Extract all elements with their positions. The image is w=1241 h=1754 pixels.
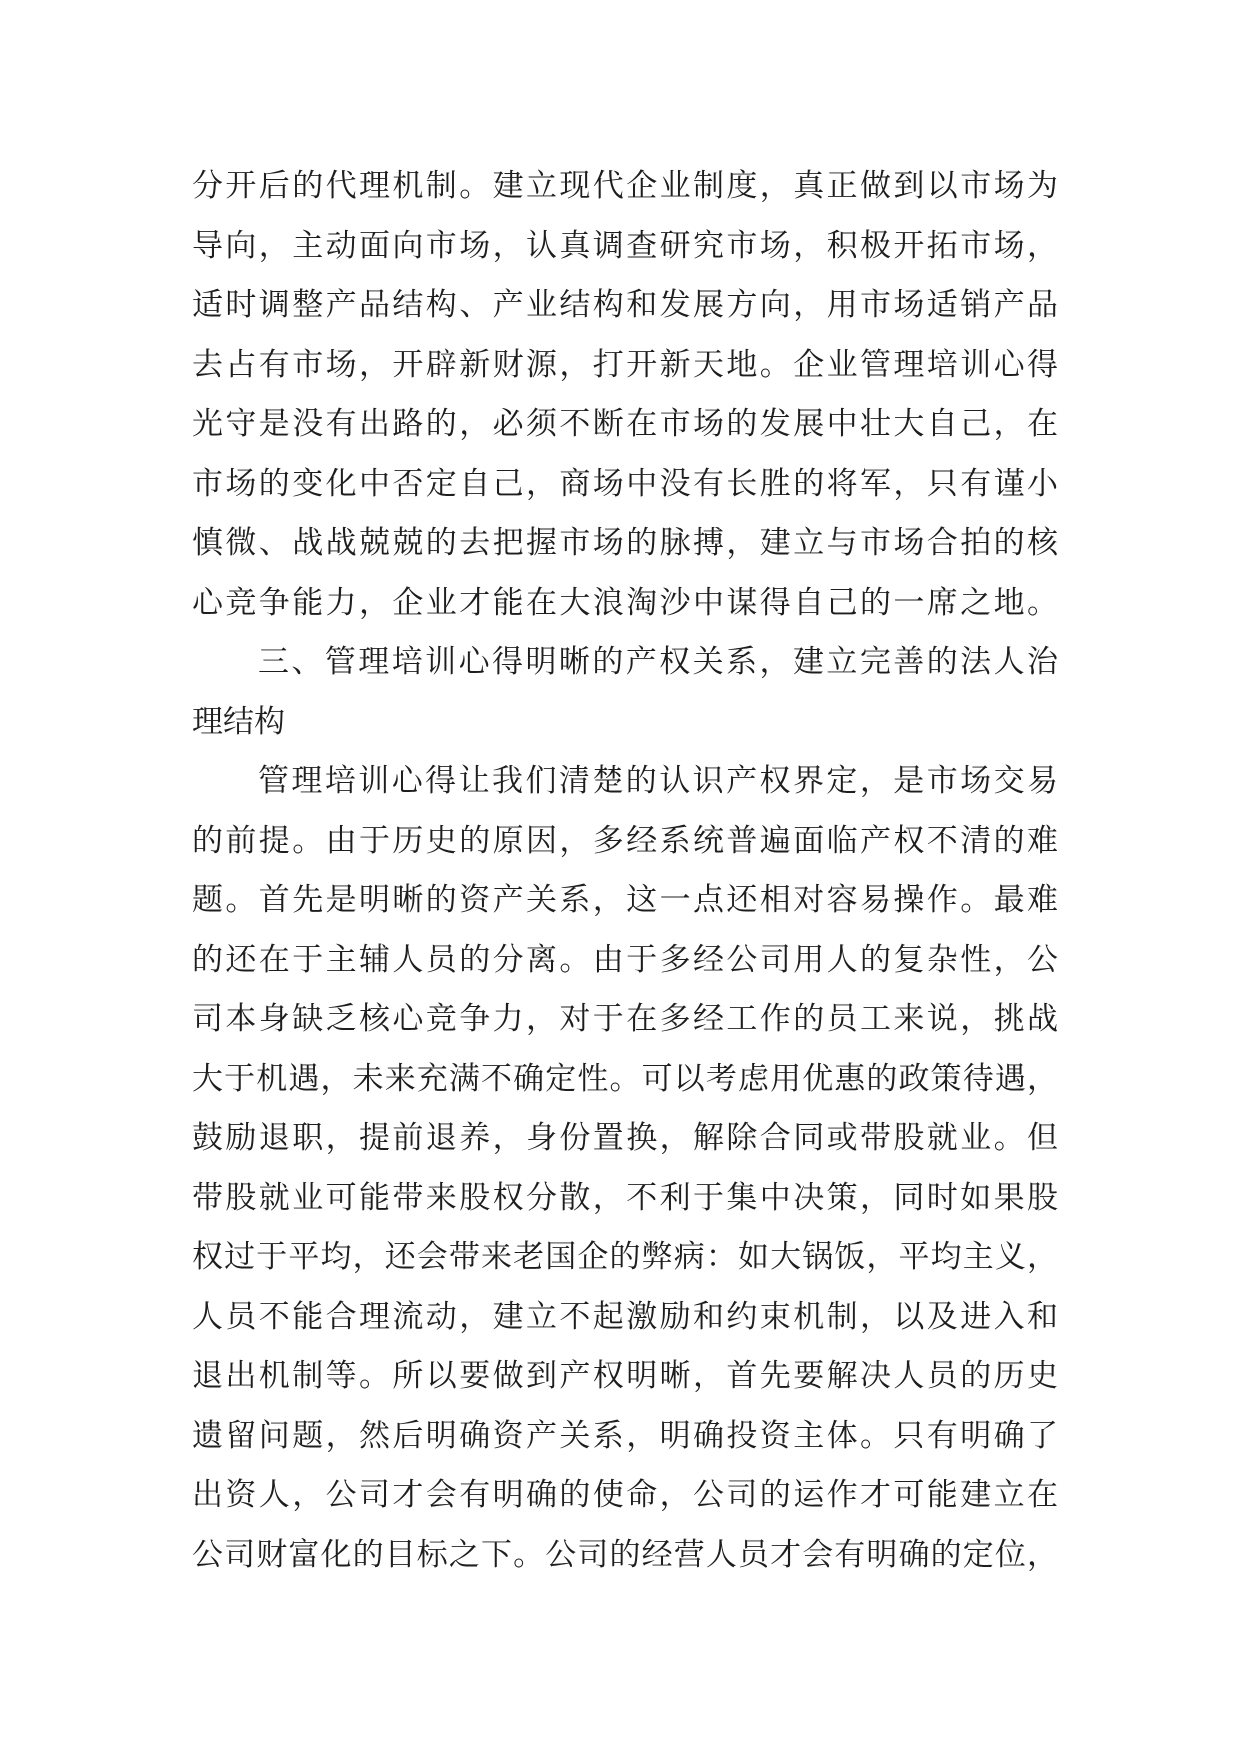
document-body xyxy=(192,156,1058,1584)
text-line: 适时调整产品结构、产业结构和发展方向，用市场适销产品 xyxy=(192,287,1058,322)
text-line: 遗留问题，然后明确资产关系，明确投资主体。只有明确了 xyxy=(192,1417,1058,1453)
section-heading xyxy=(192,632,1058,751)
text-line: 管理培训心得让我们清楚的认识产权界定，是市场交易 xyxy=(258,763,1058,798)
text-line: 导向，主动面向市场，认真调查研究市场，积极开拓市场， xyxy=(192,227,1058,263)
text-line: 公司财富化的目标之下。公司的经营人员才会有明确的定位， xyxy=(192,1536,1058,1572)
text-line: 的前提。由于历史的原因，多经系统普遍面临产权不清的难 xyxy=(192,822,1058,858)
heading-line: 理结构 xyxy=(192,703,285,739)
text-line: 退出机制等。所以要做到产权明晰，首先要解决人员的历史 xyxy=(192,1358,1058,1393)
text-line: 司本身缺乏核心竞争力，对于在多经工作的员工来说，挑战 xyxy=(192,1001,1058,1036)
text-line: 的还在于主辅人员的分离。由于多经公司用人的复杂性，公 xyxy=(192,941,1058,977)
text-line: 出资人，公司才会有明确的使命，公司的运作才可能建立在 xyxy=(192,1477,1058,1512)
text-line: 鼓励退职，提前退养，身份置换，解除合同或带股就业。但 xyxy=(192,1120,1058,1155)
text-line: 心竞争能力，企业才能在大浪淘沙中谋得自己的一席之地。 xyxy=(192,584,1058,620)
text-line: 权过于平均，还会带来老国企的弊病：如大锅饭，平均主义， xyxy=(192,1239,1058,1274)
text-line: 大于机遇，未来充满不确定性。可以考虑用优惠的政策待遇， xyxy=(192,1060,1058,1096)
text-line: 市场的变化中否定自己，商场中没有长胜的将军，只有谨小 xyxy=(192,465,1058,501)
text-line: 慎微、战战兢兢的去把握市场的脉搏，建立与市场合拍的核 xyxy=(192,525,1058,560)
text-line: 光守是没有出路的，必须不断在市场的发展中壮大自己，在 xyxy=(192,406,1058,441)
text-line: 人员不能合理流动，建立不起激励和约束机制，以及进入和 xyxy=(192,1298,1058,1334)
text-line: 题。首先是明晰的资产关系，这一点还相对容易操作。最难 xyxy=(192,882,1058,917)
text-line: 带股就业可能带来股权分散，不利于集中决策，同时如果股 xyxy=(192,1179,1058,1215)
body-paragraph xyxy=(192,751,1058,1584)
body-paragraph-continued xyxy=(192,156,1058,632)
text-line: 分开后的代理机制。建立现代企业制度，真正做到以市场为 xyxy=(192,168,1058,203)
heading-line: 三、管理培训心得明晰的产权关系，建立完善的法人治 xyxy=(258,644,1058,679)
text-line: 去占有市场，开辟新财源，打开新天地。企业管理培训心得 xyxy=(192,346,1058,382)
